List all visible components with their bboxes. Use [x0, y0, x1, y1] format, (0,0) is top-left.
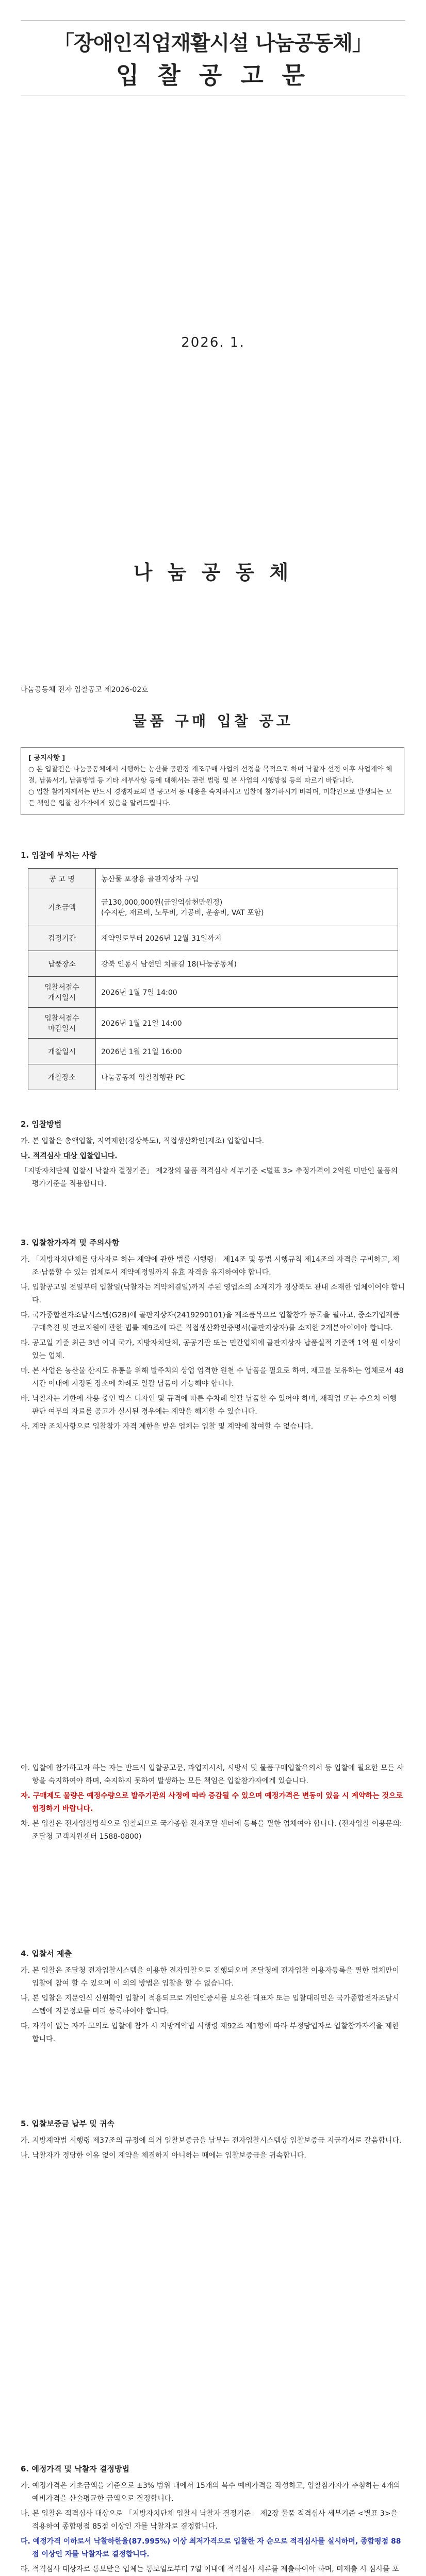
section-4	[21, 1947, 405, 2048]
table-key: 납품장소	[28, 951, 96, 977]
table-value: 2026년 1월 21일 16:00	[96, 1039, 398, 1064]
list-item: 바. 낙찰자는 기한에 사용 중인 박스 디자인 및 규격에 따른 수차례 일괄 납품할 수 있어야 하며, 재작업 또는 수요처 이행 판단 여부의 자료를 공고가 실시된 경우에는 계약을 해지할 수 있습니다.	[21, 1395, 397, 1416]
section-heading: 5. 입찰보증금 납부 및 귀속	[21, 2119, 114, 2128]
table-value: 2026년 1월 7일 14:00	[96, 977, 398, 1008]
list-item: 라. 공고일 기준 최근 3년 이내 국가, 지방자치단체, 공공기관 또는 민간업체에 골판지상자 납품실적 기준액 1억 원 이상이 있는 업체.	[21, 1339, 401, 1360]
list-item: 가. 지방계약법 시행령 제37조의 규정에 의거 입찰보증금을 납부는 전자입찰시스템상 입찰보증금 지급각서로 갈음합니다.	[21, 2137, 402, 2145]
table-key: 입찰서접수 개시일시	[28, 977, 96, 1008]
section-2	[21, 1118, 405, 1193]
list-item: 다. 자격이 없는 자가 고의로 입찰에 참가 시 지방계약법 시행령 제92조 제1항에 따라 부정당업자로 입찰참가자격을 제한합니다.	[21, 2022, 399, 2043]
table-row	[28, 889, 398, 925]
list-item: 차. 본 입찰은 전자입찰방식으로 입찰되므로 국가종합 전자조달 센터에 등록을 필한 업체여야 합니다. (전자입찰 이용문의: 조달청 고객지원센터 1588-0800)	[21, 1820, 402, 1841]
list-item: 나. 낙찰자가 정당한 이유 없이 계약을 체결하지 아니하는 때에는 입찰보증금을 귀속합니다.	[21, 2151, 306, 2160]
table-key: 검정기간	[28, 925, 96, 951]
table-row	[28, 977, 398, 1008]
list-item: 가. 「지방자치단체를 당사자로 하는 계약에 관한 법률 시행령」 제14조 및 동법 시행규칙 제14조의 자격을 구비하고, 제조·납품할 수 있는 업체로서 계약예정일까지 유효 자격을 유지하여야 합니다.	[21, 1256, 400, 1277]
table-value: 계약일로부터 2026년 12월 31일까지	[96, 925, 398, 951]
section-heading: 6. 예정가격 및 낙찰자 결정방법	[21, 2464, 129, 2473]
table-row	[28, 1064, 398, 1090]
cover-org: 나 눔 공 동 체	[133, 561, 293, 584]
section-heading: 1. 입찰에 부치는 사항	[21, 851, 97, 860]
table-key: 공 고 명	[28, 869, 96, 889]
intro-label: [ 공지사항 ]	[28, 754, 65, 762]
list-item: 가. 본 입찰은 총액입찰, 지역제한(경상북도), 직접생산확인(제조) 입찰입니다.	[21, 1137, 265, 1145]
list-item: 라. 적격심사 대상자로 통보받은 업체는 통보일로부터 7일 이내에 적격심사 서류를 제출하여야 하며, 미제출 시 심사를 포	[21, 2565, 399, 2573]
table-key: 기초금액	[28, 889, 96, 925]
table-row	[28, 1039, 398, 1064]
table-value: 나눔공동체 입찰집행관 PC	[96, 1064, 398, 1090]
list-item: 다. 국가종합전자조달시스템(G2B)에 골판지상자(2419290101)을 제조품목으로 입찰참가 등록을 필하고, 중소기업제품 구매촉진 및 판로지원에 관한 법률 제9조에 따른 직접생산확인증명서(골판지상자)를 소지한 2개분야이어야 합니다.	[21, 1311, 400, 1332]
list-item: 가. 본 입찰은 조달청 전자입찰시스템을 이용한 전자입찰으로 진행되오며 조달청에 전자입찰 이용자등록을 필한 업체만이 입찰에 참여 할 수 있으며 이 외의 방법은 입찰을 할 수 없습니다.	[21, 1967, 400, 1988]
list-item: 가. 예정가격은 기초금액을 기준으로 ±3% 범위 내에서 15개의 복수 예비가격을 작성하고, 입찰참가자가 추첨하는 4개의 예비가격을 산술평균한 금액으로 결정합니다.	[21, 2482, 400, 2503]
cover-title-line1: 「장애인직업재활시설 나눔공동체」	[54, 31, 372, 55]
intro-item: ○ 본 입찰건은 나눔공동체에서 시행하는 농산물 공판장 계조구매 사업의 선정을 목적으로 하며 낙찰자 선정 이후 사업계약 체결, 납품서기, 납품방법 등 기타 세부사항 등에 대해서는 관련 법령 및 본 사업의 시행방침 등의 따르기 바랍니다.	[28, 766, 392, 785]
table-row	[28, 951, 398, 977]
overview-table	[28, 868, 398, 1090]
list-item: 「지방자치단체 입찰시 낙찰자 결정기준」 제2장의 물품 적격심사 세부기준 <별표 3> 추정가격이 2억원 미만인 물품의 평가기준을 적용합니다.	[21, 1167, 398, 1188]
list-item: 아. 입찰에 참가하고자 하는 자는 반드시 입찰공고문, 과업지시서, 시방서 및 물품구매입찰유의서 등 입찰에 필요한 모든 사항을 숙지하여야 하며, 숙지하지 못하여 발생하는 모든 책임은 입찰참가자에게 있습니다.	[21, 1764, 404, 1785]
table-row	[28, 869, 398, 889]
list-item: 다. 예정가격 이하로서 낙찰하한율(87.995%) 이상 최저가격으로 입찰한 자 순으로 적격심사를 실시하며, 종합평점 88점 이상인 자를 낙찰자로 결정합니다.	[21, 2537, 401, 2558]
section-heading: 2. 입찰방법	[21, 1120, 62, 1129]
section-5	[21, 2117, 405, 2164]
table-row	[28, 925, 398, 951]
intro-item: ○ 입찰 참가자께서는 반드시 경쟁자료의 별 공고서 등 내용을 숙지하시고 입찰에 참가하시기 바라며, 미확인으로 발생되는 모든 책임은 입찰 참가자에게 있음을 알려드립니다.	[28, 788, 392, 807]
table-key: 개찰일시	[28, 1039, 96, 1064]
table-value: 금130,000,000원(금일억삼천만원정) (수지판, 재료비, 노무비, 기공비, 운송비, VAT 포함)	[96, 889, 398, 925]
cover-page	[0, 0, 426, 608]
cover-title-line2: 입 찰 공 고 문	[116, 61, 310, 89]
list-item: 나. 본 입찰은 지문인식 신원확인 입찰이 적용되므로 개인인증서를 보유한 대표자 또는 입찰대리인은 국가종합전자조달시스템에 지문정보를 미리 등록하여야 합니다.	[21, 1994, 400, 2015]
section-heading: 4. 입찰서 제출	[21, 1949, 72, 1958]
section-6	[21, 2463, 405, 2576]
section-heading: 3. 입찰참가자격 및 주의사항	[21, 1238, 120, 1247]
table-key: 개찰장소	[28, 1064, 96, 1090]
list-item: 마. 본 사업은 농산물 산지도 유통을 위해 발주처의 상업 엄격한 원천 수 납품을 필요로 하여, 재고를 보유하는 업체로서 48시간 이내에 지정된 장소에 차례로 일괄 납품이 가능해야 합니다.	[21, 1367, 404, 1388]
table-row	[28, 1008, 398, 1039]
section-3	[21, 1236, 405, 1435]
list-item: 나. 입찰공고일 전일부터 입찰일(낙찰자는 계약체결일)까지 주된 영업소의 소재지가 경상북도 관내 소재한 업체이어야 합니다.	[21, 1283, 405, 1304]
list-item: 사. 계약 조치사항으로 입찰참가 자격 제한을 받은 업체는 입찰 및 계약에 참여할 수 없습니다.	[21, 1422, 314, 1431]
section-3-continued	[21, 1762, 405, 1845]
notice-number: 나눔공동체 전자 입찰공고 제2026-02호	[21, 686, 149, 694]
table-value: 강북 인동시 남선면 치골길 18(나눔공동체)	[96, 951, 398, 977]
list-item: 나. 본 입찰은 적격심사 대상으로 「지방자치단체 입찰시 낙찰자 결정기준」 제2장 물품 적격심사 세부기준 <별표 3>을 적용하여 종합평점 85점 이상인 자를 낙찰자로 결정합니다.	[21, 2510, 398, 2531]
table-value: 2026년 1월 21일 14:00	[96, 1008, 398, 1039]
list-item: 나. 적격심사 대상 입찰입니다.	[21, 1152, 118, 1160]
cover-date: 2026. 1.	[181, 335, 245, 350]
section-1	[21, 849, 405, 866]
intro-notice-box	[21, 747, 404, 815]
list-item: 자. 구매제도 물량은 예정수량으로 발주기관의 사정에 따라 증감될 수 있으며 예정가격은 변동이 있을 시 계약하는 것으로 협정하기 바랍니다.	[21, 1792, 403, 1813]
table-value: 농산물 포장용 골판지상자 구입	[96, 869, 398, 889]
page-title: 물품 구매 입찰 공고	[133, 713, 293, 730]
table-key: 입찰서접수 마감일시	[28, 1008, 96, 1039]
